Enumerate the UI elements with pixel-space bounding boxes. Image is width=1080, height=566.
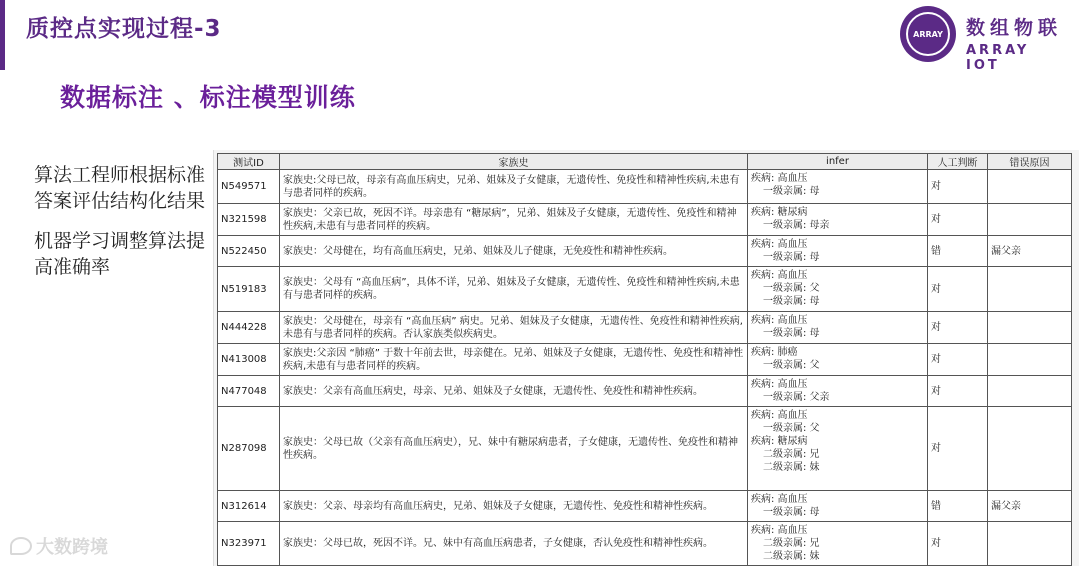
bullet-item: 机器学习调整算法提高准确率	[34, 230, 206, 278]
infer-line: 疾病: 高血压	[751, 525, 808, 536]
cell-infer	[748, 407, 928, 491]
cell-infer	[748, 522, 928, 566]
watermark-text: 大数跨境	[36, 537, 108, 558]
table-row	[218, 407, 1072, 491]
infer-line: 一级亲属: 母亲	[763, 220, 830, 231]
cell-manual-judgment: 对	[928, 312, 988, 344]
infer-line: 一级亲属: 母	[763, 296, 820, 307]
cell-infer	[748, 344, 928, 376]
table-row	[218, 170, 1072, 204]
cell-infer	[748, 170, 928, 204]
bullet-list	[34, 162, 214, 294]
cell-test-id: N312614	[218, 491, 280, 522]
cell-manual-judgment: 对	[928, 267, 988, 312]
infer-line: 一级亲属: 父	[763, 283, 820, 294]
table-row	[218, 344, 1072, 376]
cell-manual-judgment: 对	[928, 204, 988, 236]
cell-infer	[748, 376, 928, 407]
cell-infer	[748, 491, 928, 522]
header-family-history: 家族史	[280, 154, 748, 170]
infer-line: 疾病: 高血压	[751, 410, 808, 421]
cell-test-id: N477048	[218, 376, 280, 407]
table-header-row	[218, 154, 1072, 170]
infer-line: 二级亲属: 妹	[763, 462, 820, 473]
infer-line: 疾病: 高血压	[751, 239, 808, 250]
company-logo	[900, 6, 1070, 73]
cell-manual-judgment: 对	[928, 344, 988, 376]
infer-line: 一级亲属: 母	[763, 328, 820, 339]
cell-family-history: 家族史：父母有 “高血压病”，具体不详，兄弟、姐妹及子女健康，无遗传性、免疫性和精神性疾病,未患有与患者同样的疾病。	[280, 267, 748, 312]
cell-test-id: N321598	[218, 204, 280, 236]
cell-error-reason	[988, 267, 1072, 312]
cell-error-reason	[988, 522, 1072, 566]
infer-line: 疾病: 高血压	[751, 379, 808, 390]
cell-error-reason	[988, 170, 1072, 204]
table-body	[218, 170, 1072, 566]
header-error-reason: 错误原因	[988, 154, 1072, 170]
header-test-id: 测试ID	[218, 154, 280, 170]
cell-error-reason: 漏父亲	[988, 236, 1072, 267]
cell-family-history: 家族史：父母健在，母亲有 “高血压病” 病史。兄弟、姐妹及子女健康，无遗传性、免疫性和精神性疾病,未患有与患者同样的疾病。否认家族类似疾病史。	[280, 312, 748, 344]
cell-family-history: 家族史：父母健在，均有高血压病史，兄弟、姐妹及儿子健康，无免疫性和精神性疾病。	[280, 236, 748, 267]
table-row	[218, 522, 1072, 566]
cell-infer	[748, 236, 928, 267]
cell-error-reason	[988, 204, 1072, 236]
cell-family-history: 家族史:父母已故，母亲有高血压病史，兄弟、姐妹及子女健康，无遗传性、免疫性和精神性疾病,未患有与患者同样的疾病。	[280, 170, 748, 204]
table-row	[218, 376, 1072, 407]
logo-name-cn: 数组物联	[966, 17, 1063, 39]
bullet-item: 算法工程师根据标准答案评估结构化结果	[34, 164, 206, 212]
logo-name-en: ARRAY IOT	[966, 43, 1030, 73]
infer-line: 一级亲属: 母	[763, 186, 820, 197]
cell-test-id: N323971	[218, 522, 280, 566]
cell-error-reason: 漏父亲	[988, 491, 1072, 522]
cell-family-history: 家族史：父母已故，死因不详。兄、妹中有高血压病患者，子女健康，否认免疫性和精神性疾病。	[280, 522, 748, 566]
watermark	[10, 533, 108, 559]
table-row	[218, 312, 1072, 344]
slide-subtitle: 数据标注 、标注模型训练	[60, 83, 356, 112]
cell-test-id: N287098	[218, 407, 280, 491]
cell-manual-judgment: 错	[928, 236, 988, 267]
cell-manual-judgment: 对	[928, 407, 988, 491]
infer-line: 疾病: 高血压	[751, 173, 808, 184]
cell-infer	[748, 204, 928, 236]
results-table-image	[213, 150, 1079, 566]
infer-line: 一级亲属: 父	[763, 360, 820, 371]
infer-line: 一级亲属: 母	[763, 252, 820, 263]
cell-manual-judgment: 错	[928, 491, 988, 522]
infer-line: 二级亲属: 兄	[763, 538, 820, 549]
infer-line: 一级亲属: 父	[763, 423, 820, 434]
logo-badge-text: ARRAY	[906, 12, 950, 56]
cell-test-id: N549571	[218, 170, 280, 204]
table-row	[218, 491, 1072, 522]
infer-line: 疾病: 糖尿病	[751, 436, 808, 447]
logo-badge-icon	[900, 6, 956, 62]
watermark-logo-icon	[10, 537, 32, 555]
cell-infer	[748, 267, 928, 312]
cell-error-reason	[988, 376, 1072, 407]
infer-line: 二级亲属: 兄	[763, 449, 820, 460]
header-manual-judgment: 人工判断	[928, 154, 988, 170]
infer-line: 一级亲属: 父亲	[763, 392, 830, 403]
infer-line: 二级亲属: 妹	[763, 551, 820, 562]
infer-line: 疾病: 高血压	[751, 315, 808, 326]
header-infer: infer	[748, 154, 928, 170]
infer-line: 疾病: 高血压	[751, 494, 808, 505]
cell-error-reason	[988, 344, 1072, 376]
cell-error-reason	[988, 407, 1072, 491]
cell-manual-judgment: 对	[928, 170, 988, 204]
cell-test-id: N519183	[218, 267, 280, 312]
infer-line: 疾病: 糖尿病	[751, 207, 808, 218]
infer-line: 一级亲属: 母	[763, 507, 820, 518]
cell-family-history: 家族史:父亲因 “肺癌” 于数十年前去世，母亲健在。兄弟、姐妹及子女健康，无遗传性、免疫性和精神性疾病,未患有与患者同样的疾病。	[280, 344, 748, 376]
slide-title: 质控点实现过程-3	[26, 16, 222, 42]
table-row	[218, 204, 1072, 236]
table-row	[218, 236, 1072, 267]
cell-family-history: 家族史：父亲已故，死因不详。母亲患有 “糖尿病”，兄弟、姐妹及子女健康，无遗传性、免疫性和精神性疾病,未患有与患者同样的疾病。	[280, 204, 748, 236]
cell-family-history: 家族史：父母已故（父亲有高血压病史），兄、妹中有糖尿病患者，子女健康，无遗传性、免疫性和精神性疾病。	[280, 407, 748, 491]
cell-test-id: N444228	[218, 312, 280, 344]
cell-test-id: N522450	[218, 236, 280, 267]
cell-manual-judgment: 对	[928, 522, 988, 566]
results-table	[217, 153, 1072, 566]
cell-test-id: N413008	[218, 344, 280, 376]
cell-family-history: 家族史：父亲、母亲均有高血压病史，兄弟、姐妹及子女健康，无遗传性、免疫性和精神性疾病。	[280, 491, 748, 522]
cell-infer	[748, 312, 928, 344]
cell-error-reason	[988, 312, 1072, 344]
cell-manual-judgment: 对	[928, 376, 988, 407]
cell-family-history: 家族史：父亲有高血压病史，母亲、兄弟、姐妹及子女健康，无遗传性、免疫性和精神性疾病。	[280, 376, 748, 407]
infer-line: 疾病: 高血压	[751, 270, 808, 281]
title-accent-bar	[0, 0, 5, 70]
infer-line: 疾病: 肺癌	[751, 347, 798, 358]
table-row	[218, 267, 1072, 312]
